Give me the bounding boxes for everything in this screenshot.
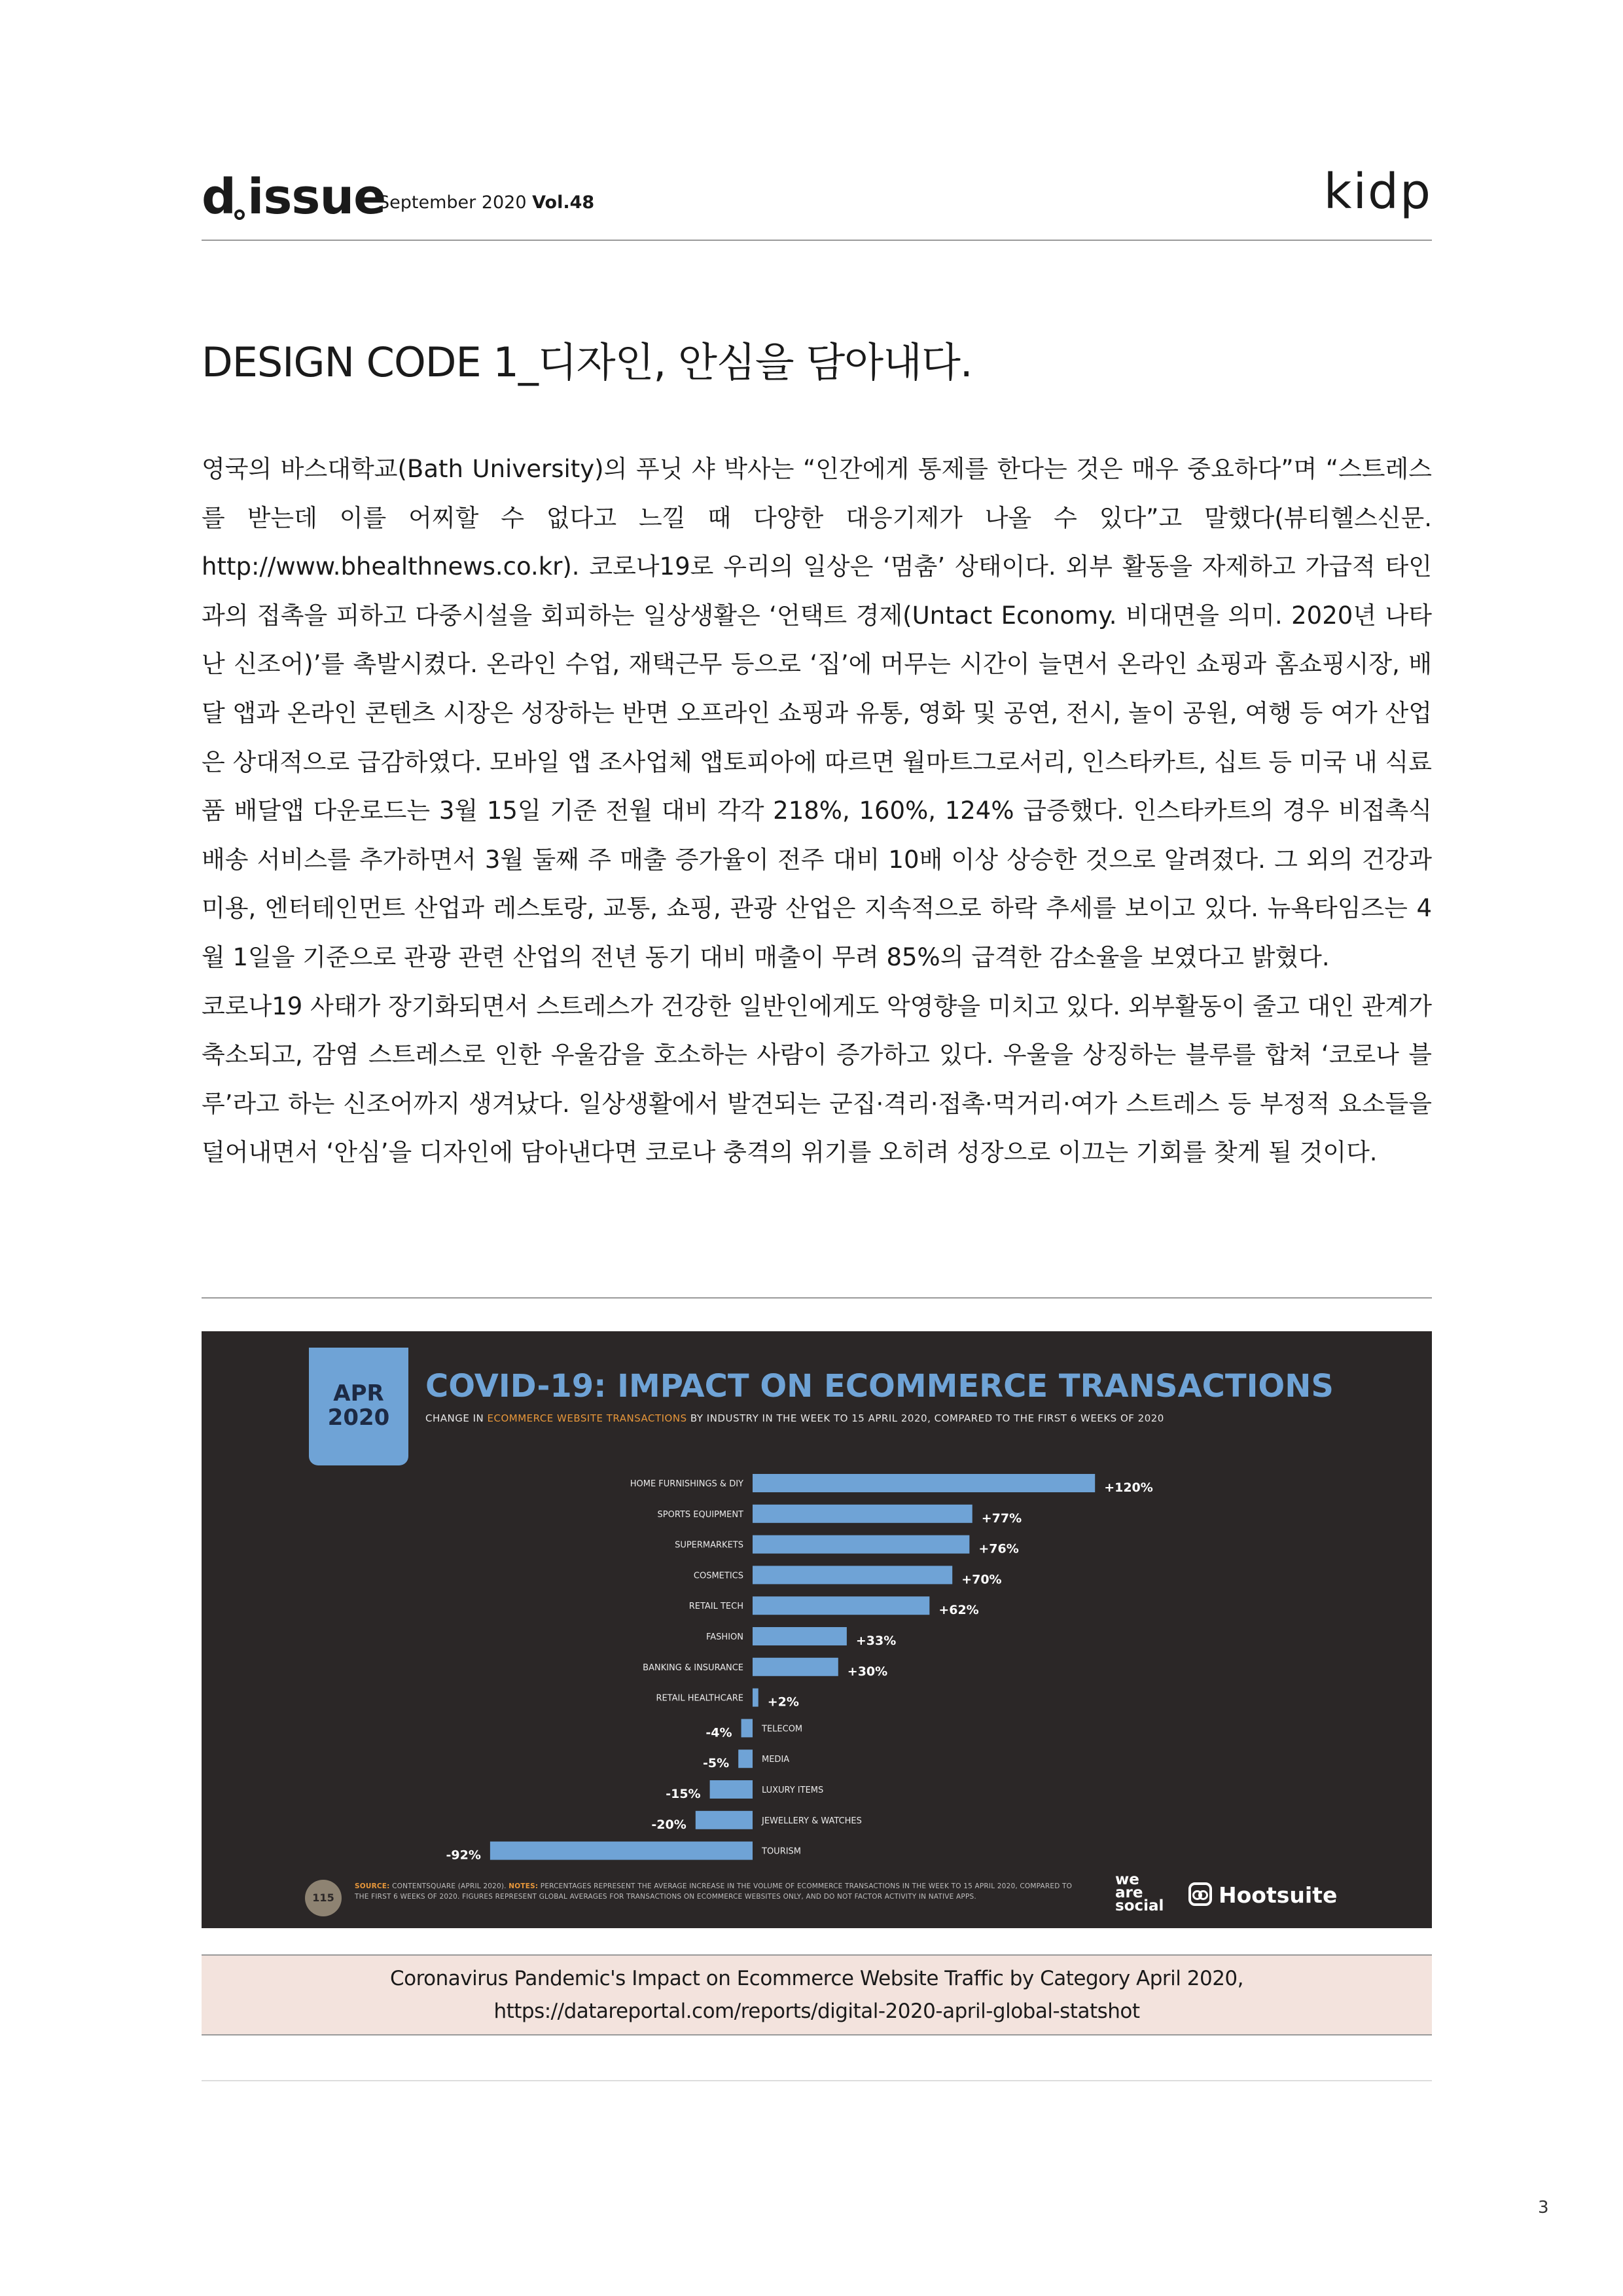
- subtitle-pre: CHANGE IN: [425, 1412, 488, 1424]
- date-badge: [309, 1348, 408, 1465]
- issue-month: September 2020: [378, 192, 527, 213]
- bar-9: [738, 1749, 753, 1768]
- value-label-1: +77%: [981, 1511, 1022, 1526]
- bar-3: [753, 1566, 952, 1584]
- kidp-logo: kidp: [1323, 164, 1432, 220]
- bar-12: [490, 1842, 753, 1860]
- notes-text: PERCENTAGES REPRESENT THE AVERAGE INCREASE IN THE VOLUME OF ECOMMERCE TRANSACTIONS IN THE WEEK TO 15 APRIL 2020, COMPARED TO THE FIRST 6 WEEKS OF 2020. FIGURES REPRESENT GLOBAL AVERAGES FOR TRANSACTIONS ON ECOMMERCE WEBSITES ONLY, AND DO NOT FACTOR ACTIVITY IN NATIVE APPS.: [355, 1882, 1073, 1901]
- source-key: SOURCE:: [355, 1882, 390, 1890]
- category-label-6: BANKING & INSURANCE: [643, 1662, 743, 1673]
- value-label-11: -20%: [651, 1817, 687, 1832]
- category-label-2: SUPERMARKETS: [675, 1540, 743, 1551]
- bar-1: [753, 1505, 972, 1523]
- bar-5: [753, 1627, 847, 1645]
- slide-number-badge: 115: [305, 1880, 342, 1916]
- issue-date: [378, 192, 594, 213]
- category-label-11: JEWELLERY & WATCHES: [762, 1816, 862, 1826]
- category-label-12: TOURISM: [762, 1846, 802, 1857]
- bar-11: [696, 1811, 753, 1829]
- value-label-5: +33%: [855, 1634, 897, 1648]
- page-header: [202, 164, 1432, 242]
- bar-0: [753, 1474, 1095, 1492]
- category-label-10: LUXURY ITEMS: [762, 1785, 824, 1795]
- category-label-4: RETAIL TECH: [688, 1602, 743, 1612]
- logo-are: are: [1115, 1884, 1143, 1901]
- value-label-8: -4%: [705, 1725, 732, 1740]
- value-label-4: +62%: [938, 1603, 979, 1618]
- notes-key: NOTES:: [508, 1882, 539, 1890]
- value-label-7: +2%: [767, 1695, 799, 1710]
- caption-line-2: https://datareportal.com/reports/digital-2020-april-global-statshot: [493, 2000, 1140, 2023]
- category-label-3: COSMETICS: [693, 1571, 743, 1581]
- category-label-0: HOME FURNISHINGS & DIY: [630, 1479, 743, 1489]
- bar-6: [753, 1658, 838, 1676]
- bar-8: [741, 1719, 753, 1737]
- category-label-5: FASHION: [706, 1632, 743, 1642]
- logo-social: social: [1115, 1897, 1164, 1914]
- hootsuite-logo: [1188, 1882, 1337, 1908]
- page-title: DESIGN CODE 1_디자인, 안심을 담아내다.: [202, 338, 972, 386]
- body-text: [202, 445, 1432, 1177]
- bar-2: [753, 1535, 969, 1554]
- logo-d: d: [202, 169, 236, 225]
- value-label-3: +70%: [961, 1572, 1002, 1587]
- hootsuite-text: Hootsuite: [1219, 1882, 1338, 1908]
- footer-divider: [202, 2080, 1432, 2081]
- bar-4: [753, 1596, 929, 1615]
- category-label-8: TELECOM: [762, 1724, 803, 1734]
- bar-10: [710, 1780, 753, 1799]
- header-divider: [202, 240, 1432, 241]
- source-text: CONTENTSQUARE (APRIL 2020).: [389, 1882, 509, 1890]
- source-notes: [355, 1881, 1075, 1902]
- page-number: 3: [1538, 2198, 1549, 2217]
- subtitle-post: BY INDUSTRY IN THE WEEK TO 15 APRIL 2020, COMPARED TO THE FIRST 6 WEEKS OF 2020: [687, 1412, 1164, 1424]
- paragraph-1: 영국의 바스대학교(Bath University)의 푸닛 샤 박사는 “인간에게 통제를 한다는 것은 매우 중요하다”며 “스트레스를 받는데 이를 어찌할 수 없다고 느낄 때 다양한 대응기제가 나올 수 있다”고 말했다(뷰티헬스신문. http://www.bhealthnews.co.kr). 코로나19로 우리의 일상은 ‘멈춤’ 상태이다. 외부 활동을 자제하고 가급적 타인과의 접촉을 피하고 다중시설을 회피하는 일상생활은 ‘언택트 경제(Untact Economy. 비대면을 의미. 2020년 나타난 신조어)’를 촉발시켰다. 온라인 수업, 재택근무 등으로 ‘집’에 머무는 시간이 늘면서 온라인 쇼핑과 홈쇼핑시장, 배달 앱과 온라인 콘텐츠 시장은 성장하는 반면 오프라인 쇼핑과 유통, 영화 및 공연, 전시, 놀이 공원, 여행 등 여가 산업은 상대적으로 급감하였다. 모바일 앱 조사업체 앱토피아에 따르면 월마트그로서리, 인스타카트, 십트 등 미국 내 식료품 배달앱 다운로드는 3월 15일 기준 전월 대비 각각 218%, 160%, 124% 급증했다. 인스타카트의 경우 비접촉식 배송 서비스를 추가하면서 3월 둘째 주 매출 증가율이 전주 대비 10배 이상 상승한 것으로 알려졌다. 그 외의 건강과 미용, 엔터테인먼트 산업과 레스토랑, 교통, 쇼핑, 관광 산업은 지속적으로 하락 추세를 보이고 있다. 뉴욕타임즈는 4월 1일을 기준으로 관광 관련 산업의 전년 동기 대비 매출이 무려 85%의 급격한 감소율을 보였다고 밝혔다.: [202, 455, 1432, 971]
- value-label-2: +76%: [978, 1541, 1019, 1556]
- issue-volume: Vol.48: [532, 192, 595, 213]
- value-label-6: +30%: [847, 1664, 888, 1679]
- logo-issue: issue: [247, 169, 386, 225]
- logo-dot-icon: [234, 209, 245, 220]
- category-label-7: RETAIL HEALTHCARE: [656, 1693, 743, 1704]
- caption-line-1: Coronavirus Pandemic's Impact on Ecommerce Website Traffic by Category April 2020,: [389, 1967, 1244, 1990]
- value-label-9: -5%: [703, 1756, 730, 1771]
- category-label-9: MEDIA: [762, 1755, 790, 1765]
- value-label-10: -15%: [666, 1787, 701, 1801]
- subtitle-highlight: ECOMMERCE WEBSITE TRANSACTIONS: [487, 1412, 687, 1424]
- badge-month: APR: [333, 1380, 384, 1407]
- logo-we: we: [1115, 1871, 1139, 1888]
- section-divider: [202, 1297, 1432, 1299]
- we-are-social-logo: [1115, 1873, 1164, 1912]
- infographic-title: COVID-19: IMPACT ON ECOMMERCE TRANSACTIONS: [425, 1368, 1334, 1405]
- paragraph-2: 코로나19 사태가 장기화되면서 스트레스가 건강한 일반인에게도 악영향을 미치고 있다. 외부활동이 줄고 대인 관계가 축소되고, 감염 스트레스로 인한 우울감을 호소하는 사람이 증가하고 있다. 우울을 상징하는 블루를 합쳐 ‘코로나 블루’라고 하는 신조어까지 생겨났다. 일상생활에서 발견되는 군집·격리·접촉·먹거리·여가 스트레스 등 부정적 요소들을 덜어내면서 ‘안심’을 디자인에 담아낸다면 코로나 충격의 위기를 오히려 성장으로 이끄는 기회를 찾게 될 것이다.: [202, 992, 1432, 1167]
- infographic: [202, 1331, 1432, 1928]
- badge-year: 2020: [327, 1405, 390, 1431]
- value-label-12: -92%: [446, 1848, 481, 1863]
- bar-7: [753, 1689, 758, 1707]
- infographic-subtitle: [425, 1412, 1164, 1424]
- value-label-0: +120%: [1104, 1480, 1153, 1495]
- image-caption: [202, 1954, 1432, 2036]
- category-label-1: SPORTS EQUIPMENT: [657, 1509, 743, 1520]
